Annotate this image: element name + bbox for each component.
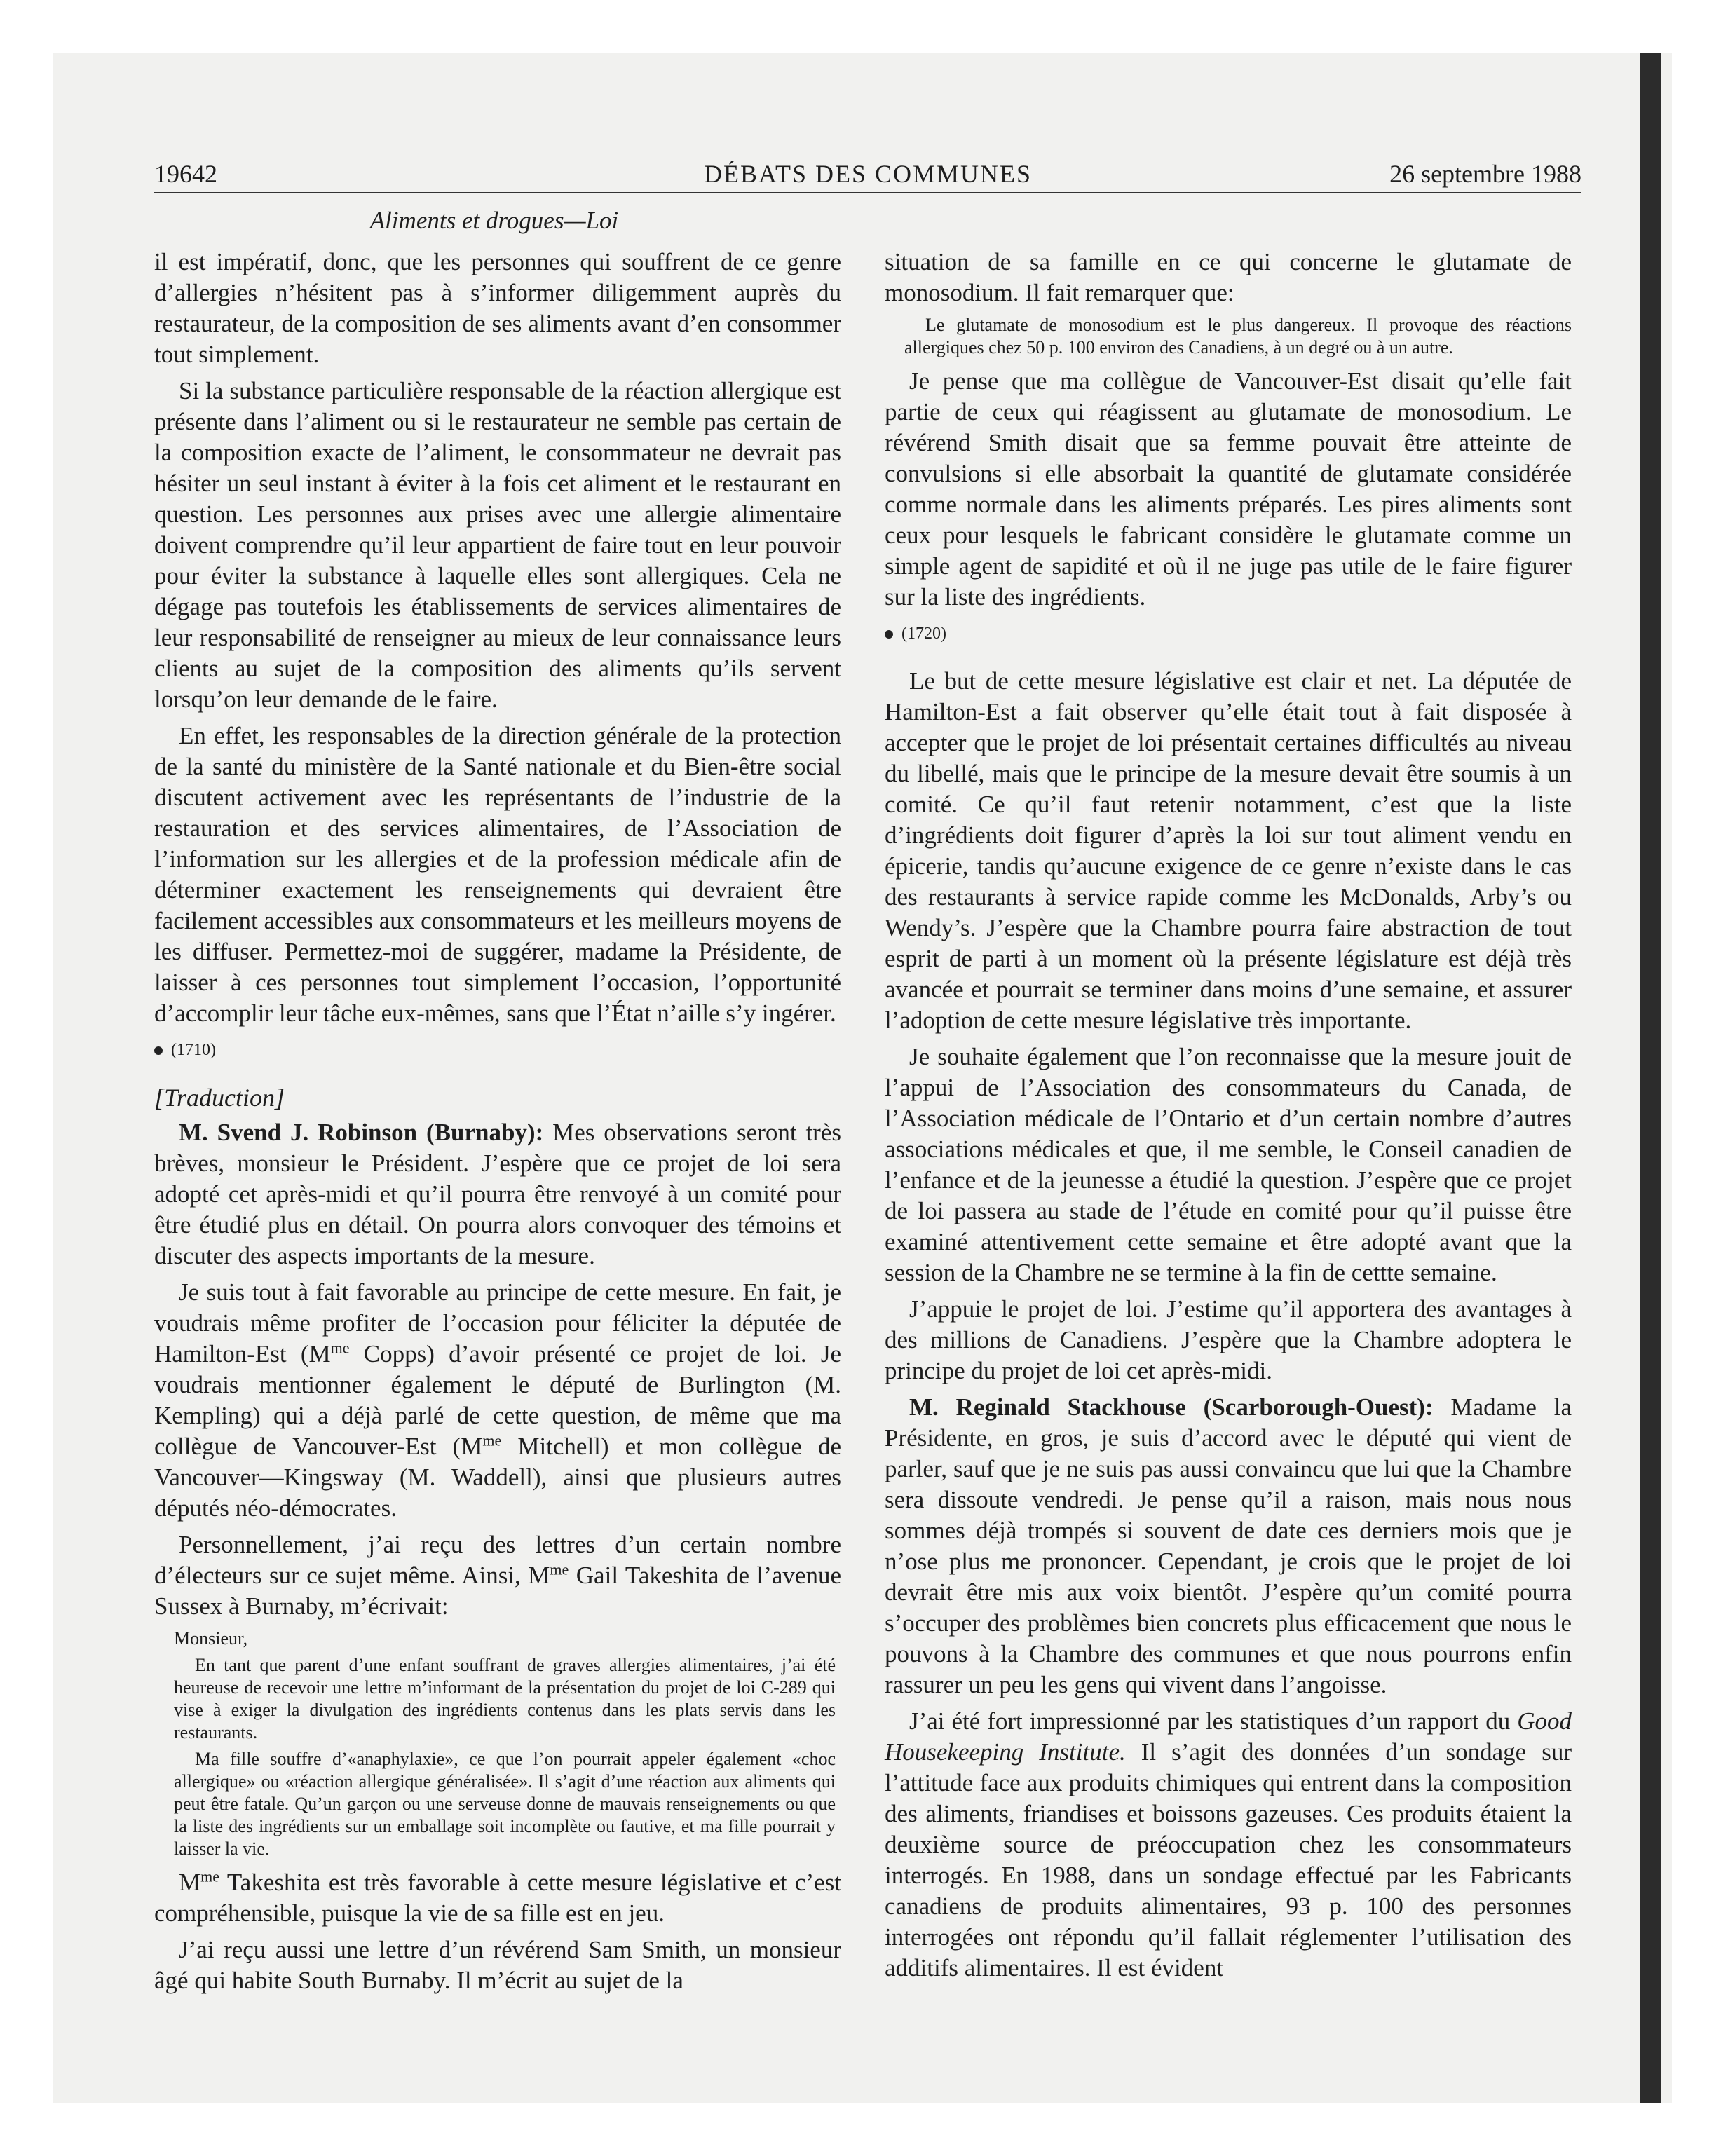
running-header [154,156,1581,192]
scan-edge-bar [1640,53,1661,2103]
text-run: Il s’agit des données d’un sondage sur l’attitude face aux produits chimiques qui entrent dans la composition des aliments, friandises et boissons gazeuses. Ces produits étaient la deuxième source de préoccupation chez les consommateurs interrogés. En 1988, dans un sondage effectué par les Fabricants canadiens de produits alimentaires, 93 p. 100 des personnes interrogées ont répondu qu’il fallait réglementer l’utilisation des additifs alimentaires. Il est évident [885,1738,1572,1981]
paragraph: Le but de cette mesure législative est clair et net. La députée de Hamilton-Est a fait observer qu’elle était tout à fait disposée à accepter que le projet de loi présentait certaines difficultés au niveau du libellé, mais que le principe de la mesure devait être soumis à un comité. Ce qu’il faut retenir notamment, c’est que la liste d’ingrédients doit figurer d’après la loi sur tout aliment vendu en épicerie, tandis qu’aucune exigence de ce genre n’existe dans le cas des restaurants à service rapide comme les McDonalds, Arby’s ou Wendy’s. J’espère que la Chambre pourra faire abstraction de tout esprit de parti à un moment où la présente législature est déjà très avancée et pourrait se terminer dans moins d’une semaine, et assurer l’adoption de cette mesure législative très importante. [885,667,1572,1034]
publication-name: Good Housekeeping Institute. [885,1707,1572,1766]
page-number: 19642 [154,160,217,188]
paragraph: Je souhaite également que l’on reconnaisse que la mesure jouit de l’appui de l’Association des consommateurs du Canada, de l’Association médicale de l’Ontario et d’un certain nombre d’autres associations médicales et que, il me semble, le Conseil canadien de l’enfance et de la jeunesse a étudié la question. J’espère que ce projet de loi passera au stade de l’étude en comité pour qu’il puisse être examiné attentivement cette semaine et être adopté avant que la session de la Chambre ne se termine à la fin de cettte semaine. [885,1043,1572,1286]
text-run: Personnellement, j’ai reçu des lettres d’un certain nombre d’électeurs sur ce sujet même. Ainsi, M [154,1531,841,1589]
text-run: J’ai été fort impressionné par les statistiques d’un rapport du [909,1707,1518,1735]
paragraph: J’appuie le projet de loi. J’estime qu’il apportera des avantages à des millions de Canadiens. J’espère que la Chambre adoptera le principe du projet de loi cet après-midi. [885,1295,1572,1384]
header-rule [154,192,1581,193]
time-marker-label: (1720) [901,625,946,643]
journal-title: DÉBATS DES COMMUNES [703,160,1033,188]
quote-paragraph: En tant que parent d’une enfant souffrant de graves allergies alimentaires, j’ai été heureuse de recevoir une lettre m’informant de la présentation du projet de loi C-289 qui vise à exiger la divulgation des ingrédients contenus dans les plats servis dans les restaurants. [174,1655,836,1742]
text-run: Gail Takeshita de l’avenue Sussex à Burnaby, m’écrivait: [154,1562,841,1620]
time-marker [885,618,1572,649]
letter-quote [885,314,1572,359]
time-marker [154,1035,841,1065]
letter-quote [154,1628,841,1860]
paragraph: En effet, les responsables de la direction générale de la protection de la santé du ministère de la Santé nationale et du Bien-être social discutent activement avec les représentants de l’industrie de la restauration et des services alimentaires, de l’Association de l’information sur les allergies et de la profession médicale afin de déterminer exactement les renseignements qui devraient être facilement accessibles aux consommateurs et les meilleurs moyens de les diffuser. Permettez-moi de suggérer, madame la Présidente, de laisser à ces personnes tout simplement l’occasion, l’opportunité d’accomplir leur tâche eux-mêmes, sans que l’État n’aille s’y ingérer. [154,722,841,1027]
paragraph: J’ai reçu aussi une lettre d’un révérend Sam Smith, un monsieur âgé qui habite South Burnaby. Il m’écrit au sujet de la [154,1936,841,1994]
superscript: me [550,1560,569,1578]
bullet-dot-icon [885,630,893,639]
paragraph [154,1529,841,1622]
time-marker-label: (1710) [171,1041,216,1059]
text-run: Mitchell) et mon collègue de Vancouver—Kingsway (M. Waddell), ainsi que plusieurs autres députés néo-démocrates. [154,1433,841,1522]
header-date: 26 septembre 1988 [1389,160,1581,188]
superscript: me [330,1339,350,1357]
paragraph: Si la substance particulière responsable de la réaction allergique est présente dans l’aliment ou si le restaurateur ne semble pas certain de la composition exacte de l’aliment, le consommateur ne devrait pas hésiter un seul instant à éviter à la fois cet aliment et le restaurant en question. Les personnes aux prises avec une allergie alimentaire doivent comprendre qu’il leur appartient de faire tout en leur pouvoir pour éviter la substance à laquelle elles sont allergiques. Cela ne dégage pas toutefois les établissements de services alimentaires de leur responsabilité de renseigner au mieux de leur connaissance leurs clients au sujet de la composition des aliments qu’ils servent lorsqu’on leur demande de le faire. [154,377,841,713]
left-column [154,247,841,2002]
speech-paragraph [154,1117,841,1271]
bullet-dot-icon [154,1046,163,1055]
paragraph [885,1706,1572,1984]
paragraph [154,1277,841,1524]
speech-text: Mes observations seront très brèves, monsieur le Président. J’espère que ce projet de loi sera adopté cet après-midi et qu’il pourra être renvoyé à un comité pour être étudié plus en détail. On pourra alors convoquer des témoins et discuter des aspects importants de la mesure. [154,1119,841,1269]
paragraph: il est impératif, donc, que les personnes qui souffrent de ce genre d’allergies n’hésitent pas à s’informer diligemment auprès du restaurateur, de la composition de ses aliments avant d’en consommer tout simplement. [154,248,841,368]
letter-salutation: Monsieur, [174,1628,248,1649]
text-run: Takeshita est très favorable à cette mesure législative et c’est compréhensible, puisque la vie de sa fille est en jeu. [154,1869,841,1927]
text-run: M [179,1869,201,1896]
paragraph [154,1867,841,1929]
speaker-name: M. Svend J. Robinson (Burnaby): [179,1119,544,1146]
paragraph: Je pense que ma collègue de Vancouver-Est disait qu’elle fait partie de ceux qui réagissent au glutamate de monosodium. Le révérend Smith disait que sa femme pouvait être atteinte de convulsions si elle absorbait la quantité de glutamate considérée comme normale dans les aliments préparés. Les pires aliments sont ceux pour lesquels le fabricant considère le glutamate comme un simple agent de sapidité et où il ne juge pas utile de le faire figurer sur la liste des ingrédients. [885,367,1572,610]
quote-paragraph: Ma fille souffre d’«anaphylaxie», ce que l’on pourrait appeler également «choc allergique» ou «réaction allergique généralisée». Il s’agit d’une réaction aux aliments qui peut être fatale. Qu’un garçon ou une serveuse donne de mauvais renseignements ou que la liste des ingrédients sur un emballage soit incomplète ou fautive, et ma fille pourrait y laisser la vie. [174,1749,836,1859]
speaker-name: M. Reginald Stackhouse (Scarborough-Ouest): [909,1393,1434,1421]
quote-paragraph: Le glutamate de monosodium est le plus dangereux. Il provoque des réactions allergiques chez 50 p. 100 environ des Canadiens, à un degré ou à un autre. [904,315,1572,357]
superscript: me [200,1867,220,1885]
speech-paragraph [885,1392,1572,1700]
right-column [885,247,1572,1989]
text-run: Je suis tout à fait favorable au principe de cette mesure. En fait, je voudrais même profiter de l’occasion pour féliciter la députée de Hamilton-Est (M [154,1278,841,1367]
text-run: Copps) d’avoir présenté ce projet de loi. Je voudrais mentionner également le député de Burlington (M. Kempling) qui a déjà parlé de cette question, de même que ma collègue de Vancouver-Est (M [154,1340,841,1460]
translation-note: [Traduction] [154,1084,285,1112]
superscript: me [482,1431,502,1449]
speech-text: Madame la Présidente, en gros, je suis d’accord avec le député qui vient de parler, sauf que je ne suis pas aussi convaincu que lui que la Chambre sera dissoute vendredi. Je pense qu’il a raison, mais nous nous sommes déjà trompés si souvent de date ces derniers mois que je n’ose plus me prononcer. Cependant, je crois que le projet de loi devrait être mis aux voix bientôt. J’espère qu’un comité pourra s’occuper des problèmes bien concrets plus efficacement que nous le pouvons à la Chambre des communes et que nous pourrons enfin rassurer un peu les gens qui vivent dans l’angoisse. [885,1393,1572,1698]
section-subhead: Aliments et drogues—Loi [369,207,619,234]
paragraph: situation de sa famille en ce qui concerne le glutamate de monosodium. Il fait remarquer que: [885,248,1572,306]
